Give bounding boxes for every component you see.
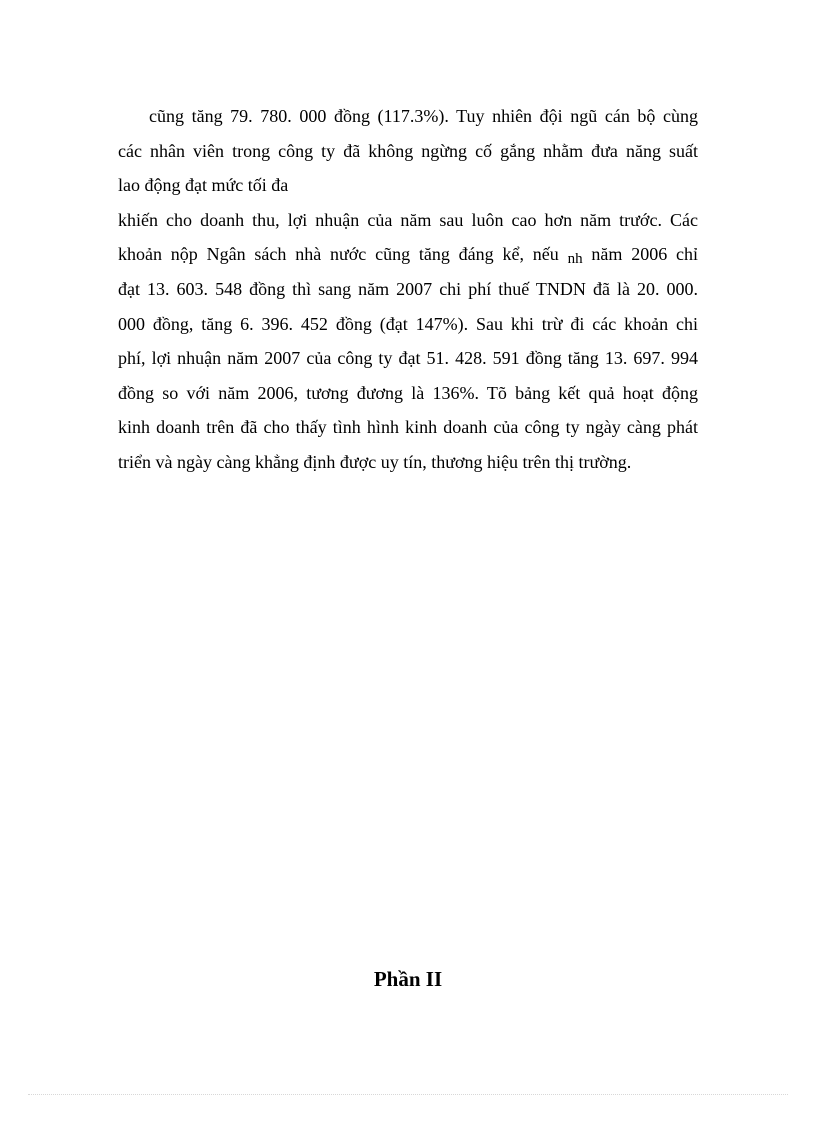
text-line: 000 đồng, tăng 6. 396. 452 đồng (đạt 147%). Sau khi trừ đi các khoản chi [118,313,698,334]
body-paragraph [118,99,698,480]
text-line: cũng tăng 79. 780. 000 đồng (117.3%). Tuy nhiên đội ngũ cán bộ cùng [149,106,698,126]
text-line [118,237,698,272]
page-bottom-divider [28,1094,788,1095]
text-fragment-subscript: nh [567,251,583,268]
text-line: lao động đạt mức tối đa [118,175,289,196]
text-line: phí, lợi nhuận năm 2007 của công ty đạt 51. 428. 591 đồng tăng 13. 697. 994 [118,348,698,369]
text-line: kinh doanh trên đã cho thấy tình hình kinh doanh của công ty ngày càng phát [118,417,698,438]
section-heading: Phần II [373,967,443,991]
text-line: đồng so với năm 2006, tương đương là 136%. Tõ bảng kết quả hoạt động [118,382,698,403]
text-line: đạt 13. 603. 548 đồng thì sang năm 2007 chi phí thuế TNDN đã là 20. 000. [118,278,698,299]
text-fragment: khoản nộp Ngân sách nhà nước cũng tăng đáng kể, nếu [118,244,559,265]
text-fragment: năm 2006 chỉ [591,244,698,265]
text-line: triển và ngày càng khẳng định được uy tín, thương hiệu trên thị trường. [118,451,632,472]
text-line: khiến cho doanh thu, lợi nhuận của năm sau luôn cao hơn năm trước. Các [118,209,698,230]
text-line: các nhân viên trong công ty đã không ngừng cố gắng nhằm đưa năng suất [118,140,698,161]
